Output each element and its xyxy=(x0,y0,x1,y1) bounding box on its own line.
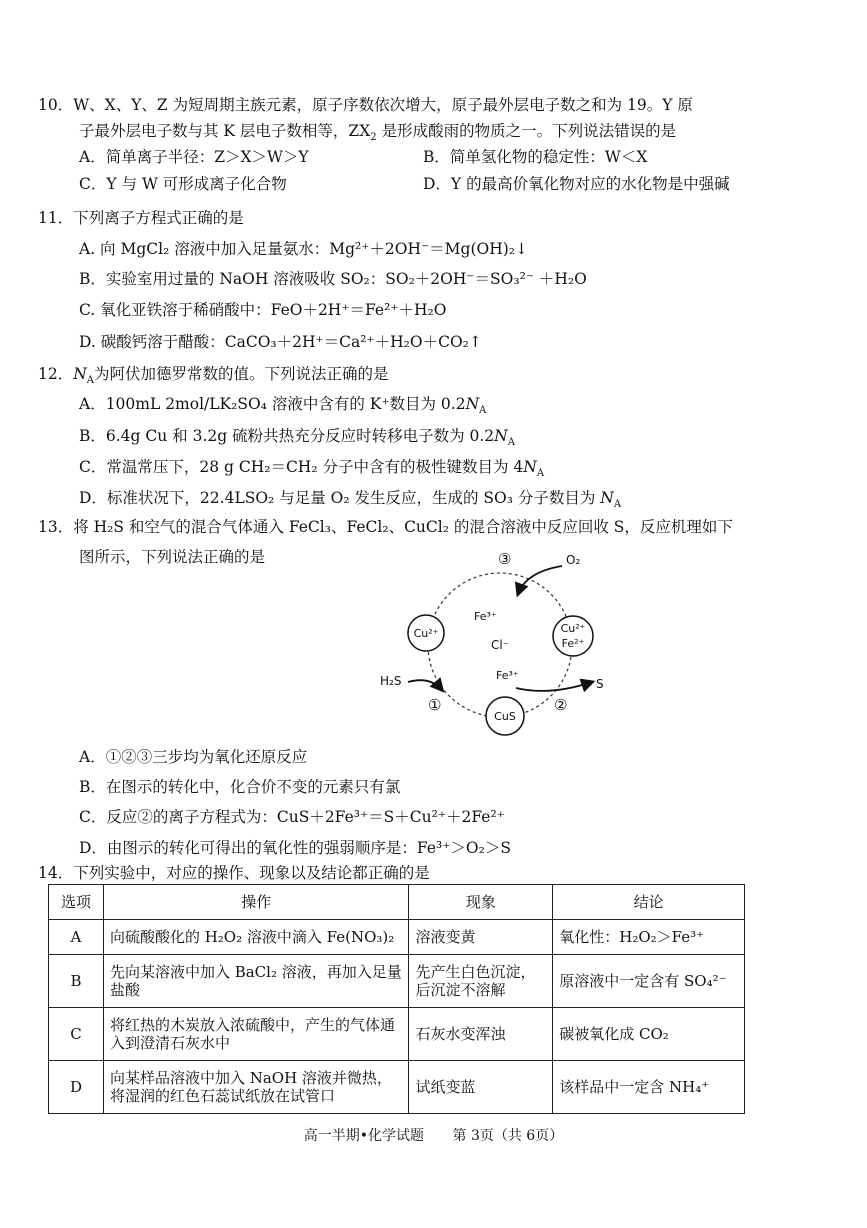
q11-option-d: D. 碳酸钙溶于醋酸：CaCO₃＋2H⁺＝Ca²⁺＋H₂O＋CO₂↑ xyxy=(79,333,482,351)
row-b-phenomenon: 先产生白色沉淀，后沉淀不溶解 xyxy=(409,955,553,1008)
node-cu-right-label: Cu²⁺ xyxy=(560,622,586,635)
row-c-option: C xyxy=(49,1008,104,1061)
q12-number: 12． xyxy=(38,365,74,383)
step-3-label: ③ xyxy=(498,550,512,568)
table-row xyxy=(49,955,745,1008)
row-b-option: B xyxy=(49,955,104,1008)
q12-na-symbol: N xyxy=(523,458,537,476)
q10-stem-line1: 10．W、X、Y、Z 为短周期主族元素，原子序数依次增大，原子最外层电子数之和为 19。Y 原 xyxy=(38,96,693,114)
table-row xyxy=(49,1008,745,1061)
row-d-option: D xyxy=(49,1061,104,1114)
page-footer xyxy=(0,1128,867,1145)
q12-option-c-text: C．常温常压下，28 g CH₂＝CH₂ 分子中含有的极性键数目为 4 xyxy=(79,458,524,476)
row-b-operation: 先向某溶液中加入 BaCl₂ 溶液，再加入足量盐酸 xyxy=(103,955,409,1008)
table-row xyxy=(49,1061,745,1114)
header-phenomenon: 现象 xyxy=(409,885,553,920)
q12-option-b-text: B．6.4g Cu 和 3.2g 硫粉共热充分反应时转移电子数为 0.2 xyxy=(79,427,495,445)
fe3-bottom-label: Fe³⁺ xyxy=(496,669,519,682)
q10-stem-line2: 子最外层电子数与其 K 层电子数相等，$ZX_2$ 是形成酸雨的物质之一。下列说法错误的是 xyxy=(79,122,677,144)
q12-stem-text: 为阿伏加德罗常数的值。下列说法正确的是 xyxy=(94,365,389,383)
q10-option-d: D．Y 的最高价氧化物对应的水化物是中强碱 xyxy=(423,175,730,193)
step-1-label: ① xyxy=(428,696,442,714)
q12-option-d xyxy=(79,489,621,511)
q12-na-symbol: N xyxy=(465,395,480,413)
row-c-operation: 将红热的木炭放入浓硫酸中，产生的气体通入到澄清石灰水中 xyxy=(103,1008,409,1061)
s-arrow xyxy=(516,682,592,691)
q12-option-a xyxy=(79,395,486,417)
q12-na-subscript: A xyxy=(479,405,487,417)
row-d-phenomenon: 试纸变蓝 xyxy=(409,1061,553,1114)
footer-page-number: 第 3页（共 6页） xyxy=(452,1128,564,1144)
q12-na-symbol: N xyxy=(494,427,508,445)
q12-na-subscript: A xyxy=(507,437,515,449)
cl-ion-label: Cl⁻ xyxy=(491,638,510,652)
q10-stem-part1: 子最外层电子数与其 K 层电子数相等，ZX xyxy=(79,122,371,140)
q10-option-b: B．简单氢化物的稳定性：W＜X xyxy=(423,148,648,166)
header-conclusion: 结论 xyxy=(553,885,745,920)
row-d-conclusion: 该样品中一定含 NH₄⁺ xyxy=(553,1061,745,1114)
header-option: 选项 xyxy=(49,885,104,920)
q13-option-c: C．反应②的离子方程式为：CuS＋2Fe³⁺＝S＋Cu²⁺＋2Fe²⁺ xyxy=(79,808,505,826)
q11-option-a: A. 向 MgCl₂ 溶液中加入足量氨水：Mg²⁺＋2OH⁻＝Mg(OH)₂↓ xyxy=(79,240,528,258)
q10-stem-part2: 是形成酸雨的物质之一。下列说法错误的是 xyxy=(381,122,677,140)
q12-na-symbol: N xyxy=(600,489,614,507)
node-cu-left-label: Cu²⁺ xyxy=(413,627,439,640)
q12-stem xyxy=(38,365,389,387)
fe3-top-label: Fe³⁺ xyxy=(474,610,497,623)
footer-subject: 高一半期•化学试题 xyxy=(303,1128,425,1144)
row-a-option: A xyxy=(49,920,104,955)
q13-option-b: B．在图示的转化中，化合价不变的元素只有氯 xyxy=(79,778,401,796)
q12-option-c xyxy=(79,458,544,480)
q13-option-d: D．由图示的转化可得出的氧化性的强弱顺序是：Fe³⁺＞O₂＞S xyxy=(79,839,511,857)
q10-option-a: A．简单离子半径：Z＞X＞W＞Y xyxy=(79,148,309,166)
q11-option-b: B．实验室用过量的 NaOH 溶液吸收 SO₂：SO₂＋2OH⁻＝SO₃²⁻ ＋H₂O xyxy=(79,270,587,288)
experiment-table xyxy=(48,884,745,1114)
h2s-label: H₂S xyxy=(380,674,402,688)
q13-option-a: A．①②③三步均为氧化还原反应 xyxy=(79,748,308,766)
q14-stem: 14．下列实验中，对应的操作、现象以及结论都正确的是 xyxy=(38,864,430,882)
node-fe-right-label: Fe²⁺ xyxy=(561,637,585,650)
reaction-mechanism-diagram xyxy=(370,548,630,738)
row-a-operation: 向硫酸酸化的 H₂O₂ 溶液中滴入 Fe(NO₃)₂ xyxy=(103,920,409,955)
q12-option-b xyxy=(79,427,515,449)
q13-stem-line1: 13．将 H₂S 和空气的混合气体通入 FeCl₃、FeCl₂、CuCl₂ 的混合溶液中反应回收 S，反应机理如下 xyxy=(38,518,733,536)
q10-option-c: C．Y 与 W 可形成离子化合物 xyxy=(79,175,287,193)
row-c-conclusion: 碳被氧化成 CO₂ xyxy=(553,1008,745,1061)
o2-arrow xyxy=(518,566,562,594)
o2-label: O₂ xyxy=(566,553,581,567)
row-b-conclusion: 原溶液中一定含有 SO₄²⁻ xyxy=(553,955,745,1008)
row-a-phenomenon: 溶液变黄 xyxy=(409,920,553,955)
q12-option-d-text: D．标准状况下，22.4LSO₂ 与足量 O₂ 发生反应，生成的 SO₃ 分子数目为 xyxy=(79,489,601,507)
row-d-operation: 向某样品溶液中加入 NaOH 溶液并微热，将湿润的红色石蕊试纸放在试管口 xyxy=(103,1061,409,1114)
q11-option-c: C. 氧化亚铁溶于稀硝酸中：FeO＋2H⁺＝Fe²⁺＋H₂O xyxy=(79,301,447,319)
row-a-conclusion: 氧化性：H₂O₂＞Fe³⁺ xyxy=(553,920,745,955)
q12-na-subscript: A xyxy=(613,499,622,511)
h2s-arrow xyxy=(408,680,442,690)
q12-na-symbol: N xyxy=(73,365,87,383)
table-row xyxy=(49,920,745,955)
s-label: S xyxy=(596,677,604,691)
table-header-row xyxy=(49,885,745,920)
q12-option-a-text: A．100mL 2mol/LK₂SO₄ 溶液中含有的 K⁺数目为 0.2 xyxy=(79,395,466,413)
q12-na-subscript: A xyxy=(86,375,95,387)
step-2-label: ② xyxy=(554,696,568,714)
node-cus-label: CuS xyxy=(494,710,516,723)
row-c-phenomenon: 石灰水变浑浊 xyxy=(409,1008,553,1061)
q12-na-subscript: A xyxy=(536,468,545,480)
header-operation: 操作 xyxy=(103,885,409,920)
q13-stem-line2: 图所示，下列说法正确的是 xyxy=(79,548,266,566)
q11-stem: 11．下列离子方程式正确的是 xyxy=(38,209,244,227)
